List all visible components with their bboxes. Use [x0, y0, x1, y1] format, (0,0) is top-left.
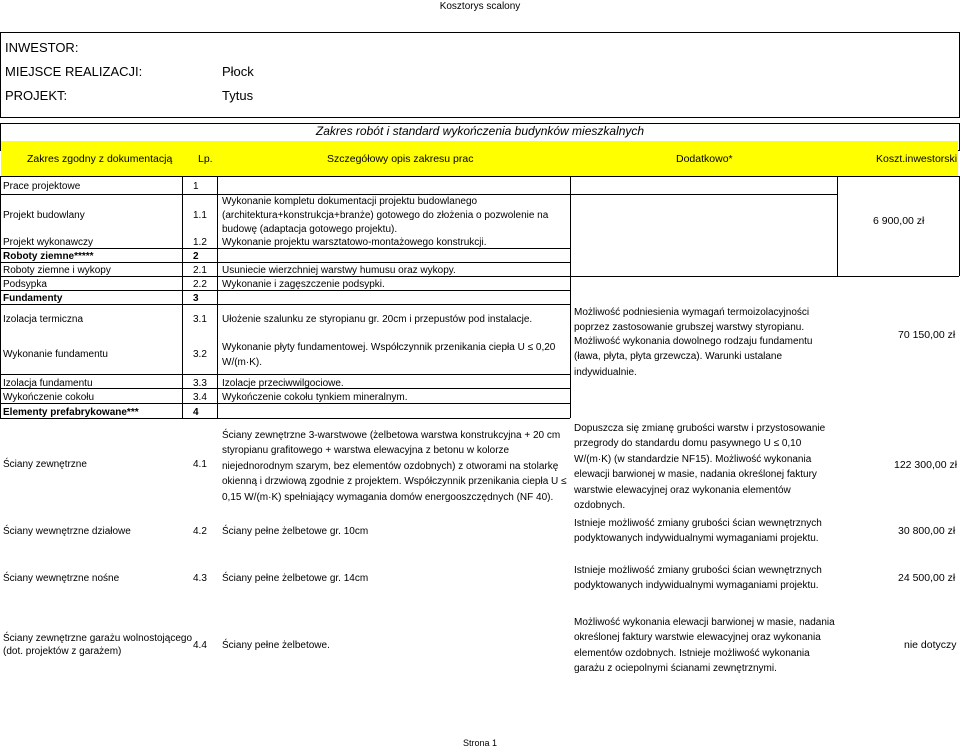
row-3-2-desc: Wykonanie płyty fundamentowej. Współczynnik przenikania ciepła U ≤ 0,20 W/(m·K). — [222, 342, 556, 369]
row-4-2-name: Ściany wewnętrzne działowe — [3, 526, 131, 537]
row-2-2-desc: Wykonanie i zagęszczenie podsypki. — [222, 279, 385, 290]
row-2-1-lp: 2.1 — [193, 265, 207, 276]
sheet-title: Zakres robót i standard wykończenia budynków mieszkalnych — [315, 124, 645, 138]
row-3-1-lp: 3.1 — [193, 314, 207, 325]
row-4-2-extra: Istnieje możliwość zmiany grubości ścian wewnętrznych podyktowanych indywidualnymi wymaganiami projektu. — [574, 518, 822, 545]
row-4-4-desc: Ściany pełne żelbetowe. — [222, 640, 330, 651]
row-1-2-lp: 1.2 — [193, 237, 207, 248]
row-1-1-name: Projekt budowlany — [3, 210, 85, 221]
row-4-2-desc: Ściany pełne żelbetowe gr. 10cm — [222, 526, 369, 537]
row-3-4-name: Wykończenie cokołu — [3, 392, 95, 403]
row-4-3-extra: Istnieje możliwość zmiany grubości ścian wewnętrznych podyktowanych indywidualnymi wymaganiami projektu. — [574, 565, 822, 592]
row-3-2-lp: 3.2 — [193, 349, 207, 360]
row-1-1-lp: 1.1 — [193, 210, 207, 221]
column-header-row — [1, 141, 958, 176]
document-title: Kosztorys scalony — [439, 1, 521, 12]
project-label: PROJEKT: — [5, 88, 68, 103]
row-3-1-name: Izolacja termiczna — [3, 314, 84, 325]
cost-section-3: 70 150,00 zł — [898, 329, 956, 341]
row-3-3-name: Izolacja fundamentu — [3, 378, 93, 389]
row-4-4-extra: Możliwość wykonania elewacji barwionej w masie, nadania określonej faktury warstwie elewacyjnej oraz wykonania elementów ozdobnych. Istnieje możliwość wykonania garażu z ociepolnymi ścianami zewnętrznymi. — [574, 617, 835, 675]
row-3-3-desc: Izolacje przeciwwilgociowe. — [222, 378, 344, 389]
page-footer: Strona 1 — [462, 738, 498, 748]
project-value: Tytus — [222, 88, 254, 103]
row-3-2-name: Wykonanie fundamentu — [3, 349, 108, 360]
section-2-name: Roboty ziemne***** — [3, 251, 94, 262]
row-4-1-extra: Dopuszcza się zmianę grubości warstw i przystosowanie przegrody do standardu domu pasywnego U ≤ 0,10 W/(m·K) (w standardzie NF15). Możliwość wykonania elewacji barwionej w masie, nadania określonej faktury warstwie elewacyjnej oraz wykonania elementów ozdobnych. — [574, 423, 826, 512]
col-extra-header: Dodatkowo* — [676, 153, 733, 165]
row-3-1-desc: Ułożenie szalunku ze styropianu gr. 20cm i przepustów pod instalacje. — [222, 314, 533, 325]
row-4-1-name: Ściany zewnętrzne — [3, 459, 87, 470]
col-lp-header: Lp. — [198, 153, 213, 165]
row-2-1-desc: Usuniecie wierzchniej warstwy humusu oraz wykopy. — [222, 265, 456, 276]
row-3-2-extra: Możliwość wykonania dowolnego rodzaju fundamentu (ława, płyta, płyta grzewcza). Warunki ustalane indywidualnie. — [574, 336, 813, 378]
section-1-name: Prace projektowe — [3, 181, 81, 192]
cost-4-3: 24 500,00 zł — [898, 572, 956, 584]
row-3-3-lp: 3.3 — [193, 378, 207, 389]
cost-4-2: 30 800,00 zł — [898, 525, 956, 537]
cost-4-1: 122 300,00 zł — [894, 459, 958, 471]
section-2-lp: 2 — [193, 251, 199, 262]
col-desc-header: Szczegółowy opis zakresu prac — [327, 153, 474, 165]
section-3-name: Fundamenty — [3, 293, 63, 304]
row-4-3-desc: Ściany pełne żelbetowe gr. 14cm — [222, 573, 369, 584]
col-scope-header: Zakres zgodny z dokumentacją — [27, 153, 173, 165]
row-2-1-name: Roboty ziemne i wykopy — [3, 265, 111, 276]
row-4-1-desc: Ściany zewnętrzne 3-warstwowe (żelbetowa warstwa konstrukcyjna + 20 cm styropianu grafitowego + warstwa elewacyjna z betonu w kolorze niejednorodnym szarym, bez elementów ozdobnych) z otworami na stolarkę okienną i drzwiową zgodnie z projektem. Współczynnik przenikania ciepła U ≤ 0,15 W/(m·K) spełniający wymagania domów energooszczędnych (NF 40). — [222, 430, 567, 503]
row-4-4-name: Ściany zewnętrzne garażu wolnostojącego (dot. projektów z garażem) — [3, 633, 192, 657]
col-cost-header: Koszt.inwestorski — [876, 153, 958, 165]
row-4-2-lp: 4.2 — [193, 526, 207, 537]
row-1-2-desc: Wykonanie projektu warsztatowo-montażowego konstrukcji. — [222, 237, 487, 248]
section-4-name: Elementy prefabrykowane*** — [3, 407, 139, 418]
row-2-2-lp: 2.2 — [193, 279, 207, 290]
location-value: Płock — [222, 64, 254, 79]
row-2-2-name: Podsypka — [3, 279, 47, 290]
row-4-3-lp: 4.3 — [193, 573, 207, 584]
investor-label: INWESTOR: — [5, 40, 79, 55]
cost-4-4: nie dotyczy — [904, 639, 957, 651]
location-label: MIEJSCE REALIZACJI: — [5, 64, 143, 79]
row-3-4-lp: 3.4 — [193, 392, 207, 403]
row-4-4-lp: 4.4 — [193, 640, 207, 651]
project-info-box — [0, 32, 960, 118]
row-1-2-name: Projekt wykonawczy — [3, 237, 94, 248]
row-1-1-desc: Wykonanie kompletu dokumentacji projektu budowlanego (architektura+konstrukcja+branże) gotowego do złożenia o pozwolenie na budowę (adaptacja gotowego projektu). — [222, 196, 549, 235]
row-4-3-name: Ściany wewnętrzne nośne — [3, 573, 120, 584]
row-3-4-desc: Wykończenie cokołu tynkiem mineralnym. — [222, 392, 408, 403]
row-4-1-lp: 4.1 — [193, 459, 207, 470]
section-4-lp: 4 — [193, 407, 199, 418]
cost-section-1: 6 900,00 zł — [873, 215, 925, 227]
section-3-lp: 3 — [193, 293, 199, 304]
row-3-1-extra: Możliwość podniesienia wymagań termoizolacyjności poprzez zastosowanie grubszej warstwy styropianu. — [574, 307, 810, 334]
section-1-lp: 1 — [193, 181, 199, 192]
